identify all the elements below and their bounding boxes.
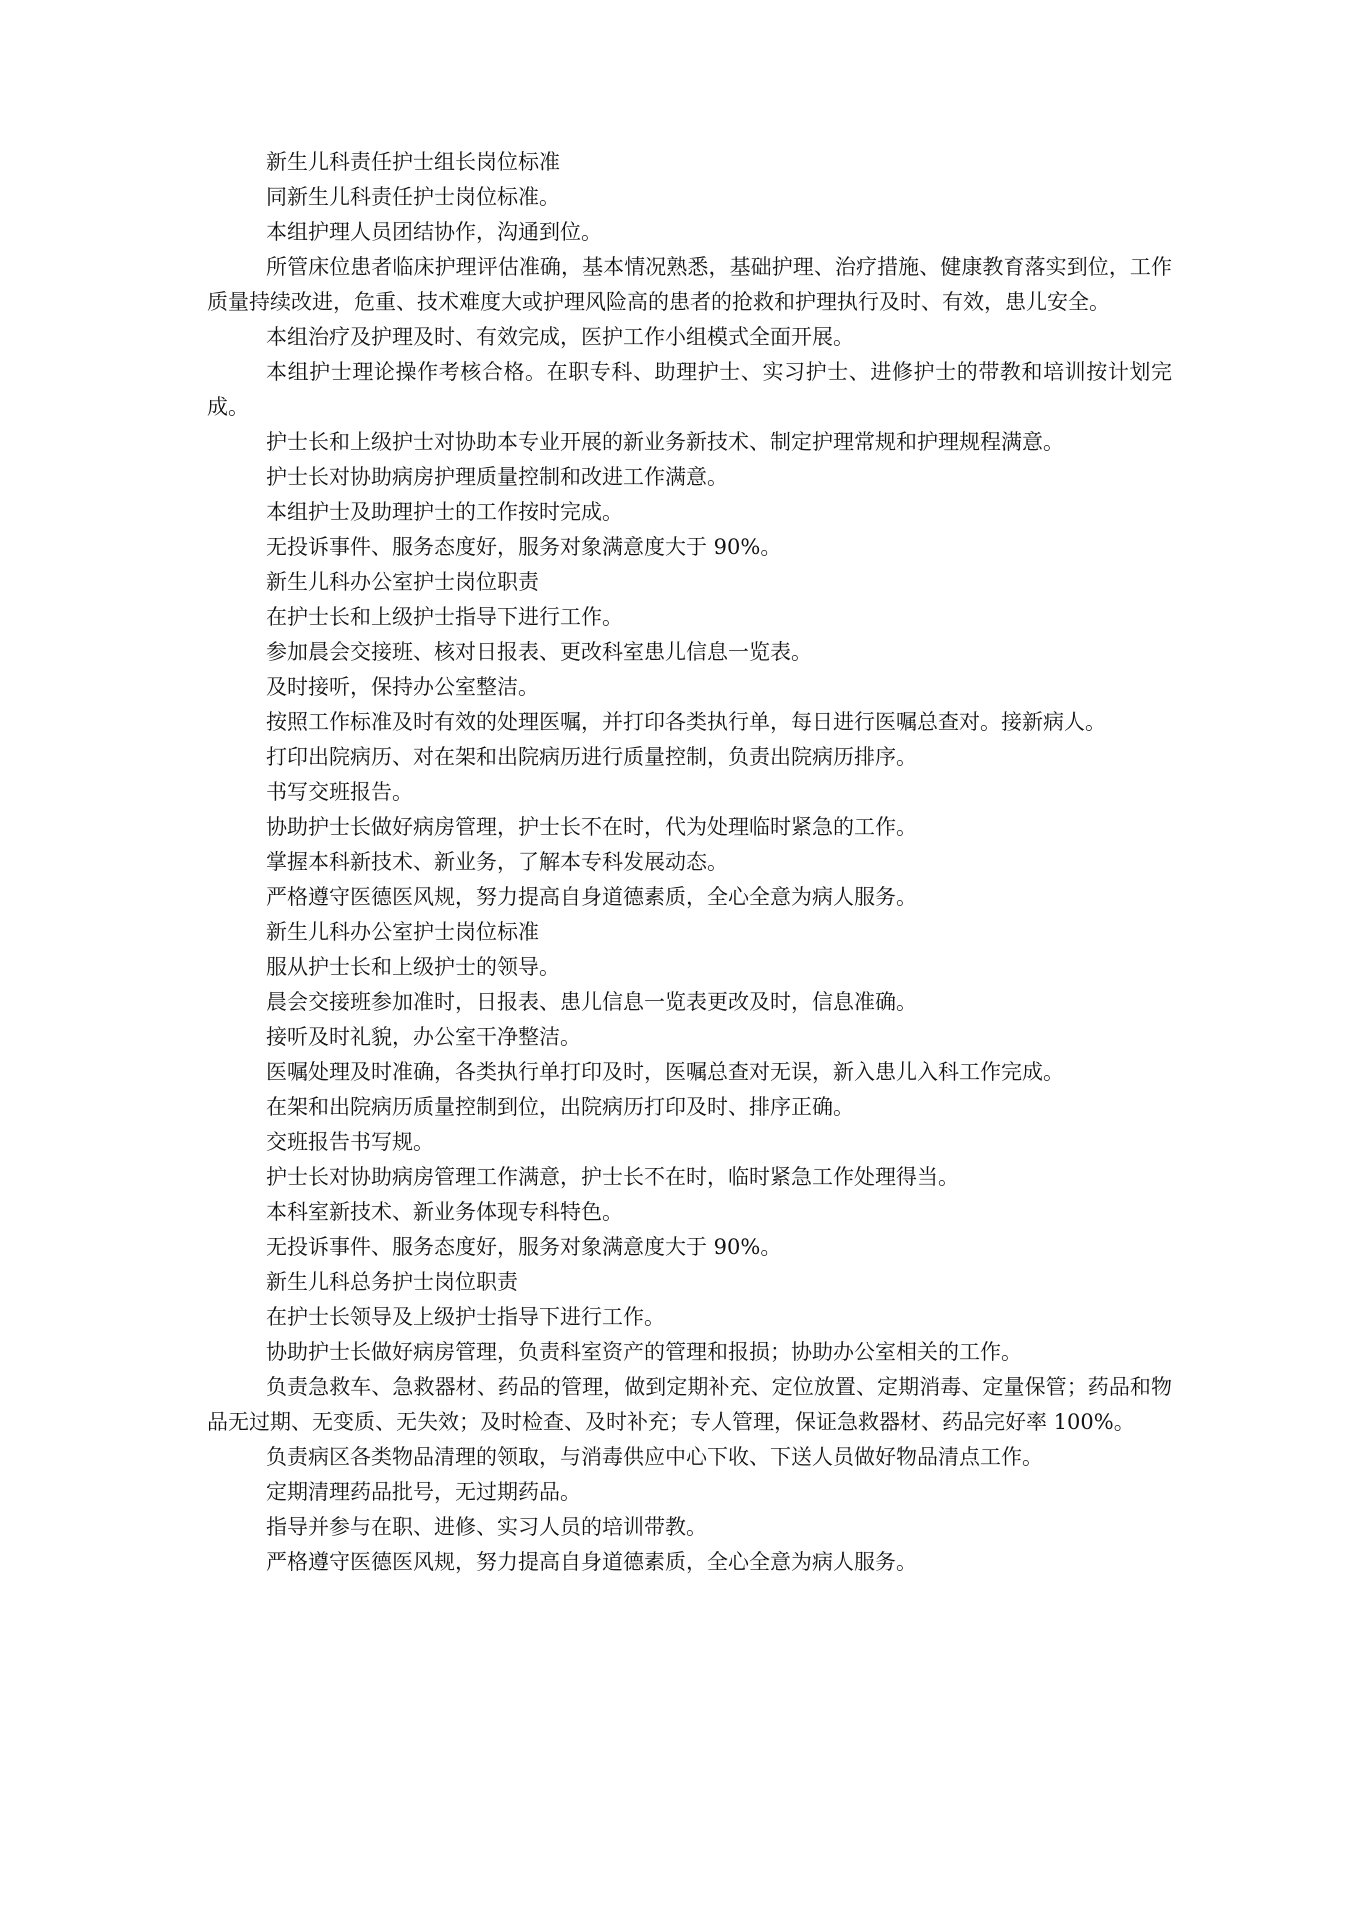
heading-general-affairs-nurse-duties: 新生儿科总务护士岗位职责 [266,1270,518,1294]
paragraph: 严格遵守医德医风规，努力提高自身道德素质，全心全意为病人服务。 [266,1550,917,1574]
heading-office-nurse-duties: 新生儿科办公室护士岗位职责 [266,570,539,594]
paragraph: 本组护士及助理护士的工作按时完成。 [266,500,623,524]
paragraph: 书写交班报告。 [266,780,413,804]
paragraph: 本组护理人员团结协作，沟通到位。 [266,220,602,244]
paragraph: 指导并参与在职、进修、实习人员的培训带教。 [266,1515,707,1539]
paragraph: 按照工作标准及时有效的处理医嘱，并打印各类执行单，每日进行医嘱总查对。接新病人。 [266,710,1106,734]
paragraph: 交班报告书写规。 [266,1130,434,1154]
paragraph: 掌握本科新技术、新业务，了解本专科发展动态。 [266,850,728,874]
paragraph: 在架和出院病历质量控制到位，出院病历打印及时、排序正确。 [266,1095,854,1119]
paragraph: 定期清理药品批号，无过期药品。 [266,1480,581,1504]
paragraph: 护士长对协助病房管理工作满意，护士长不在时，临时紧急工作处理得当。 [266,1165,959,1189]
paragraph: 打印出院病历、对在架和出院病历进行质量控制，负责出院病历排序。 [266,745,917,769]
document-body [207,145,1172,1580]
paragraph: 护士长和上级护士对协助本专业开展的新业务新技术、制定护理常规和护理规程满意。 [266,430,1064,454]
paragraph: 服从护士长和上级护士的领导。 [266,955,560,979]
heading-team-leader-standard: 新生儿科责任护士组长岗位标准 [266,150,560,174]
paragraph: 晨会交接班参加准时，日报表、患儿信息一览表更改及时，信息准确。 [266,990,917,1014]
paragraph: 无投诉事件、服务态度好，服务对象满意度大于 90%。 [266,535,782,559]
heading-office-nurse-standard: 新生儿科办公室护士岗位标准 [266,920,539,944]
paragraph: 协助护士长做好病房管理，负责科室资产的管理和报损；协助办公室相关的工作。 [266,1340,1022,1364]
paragraph: 本组治疗及护理及时、有效完成，医护工作小组模式全面开展。 [266,325,854,349]
paragraph: 参加晨会交接班、核对日报表、更改科室患儿信息一览表。 [266,640,812,664]
paragraph: 本科室新技术、新业务体现专科特色。 [266,1200,623,1224]
paragraph: 严格遵守医德医风规，努力提高自身道德素质，全心全意为病人服务。 [266,885,917,909]
paragraph: 同新生儿科责任护士岗位标准。 [266,185,560,209]
paragraph: 在护士长和上级护士指导下进行工作。 [266,605,623,629]
paragraph: 负责急救车、急救器材、药品的管理，做到定期补充、定位放置、定期消毒、定量保管；药品和物品无过期、无变质、无失效；及时检查、及时补充；专人管理，保证急救器材、药品完好率 100%。 [207,1375,1172,1434]
paragraph: 所管床位患者临床护理评估准确，基本情况熟悉，基础护理、治疗措施、健康教育落实到位，工作质量持续改进，危重、技术难度大或护理风险高的患者的抢救和护理执行及时、有效，患儿安全。 [207,255,1172,314]
paragraph: 无投诉事件、服务态度好，服务对象满意度大于 90%。 [266,1235,782,1259]
paragraph: 在护士长领导及上级护士指导下进行工作。 [266,1305,665,1329]
paragraph: 接听及时礼貌，办公室干净整洁。 [266,1025,581,1049]
paragraph: 协助护士长做好病房管理，护士长不在时，代为处理临时紧急的工作。 [266,815,917,839]
paragraph: 医嘱处理及时准确，各类执行单打印及时，医嘱总查对无误，新入患儿入科工作完成。 [266,1060,1064,1084]
paragraph: 及时接听，保持办公室整洁。 [266,675,539,699]
paragraph: 护士长对协助病房护理质量控制和改进工作满意。 [266,465,728,489]
paragraph: 负责病区各类物品清理的领取，与消毒供应中心下收、下送人员做好物品清点工作。 [266,1445,1043,1469]
paragraph: 本组护士理论操作考核合格。在职专科、助理护士、实习护士、进修护士的带教和培训按计划完成。 [207,360,1172,419]
